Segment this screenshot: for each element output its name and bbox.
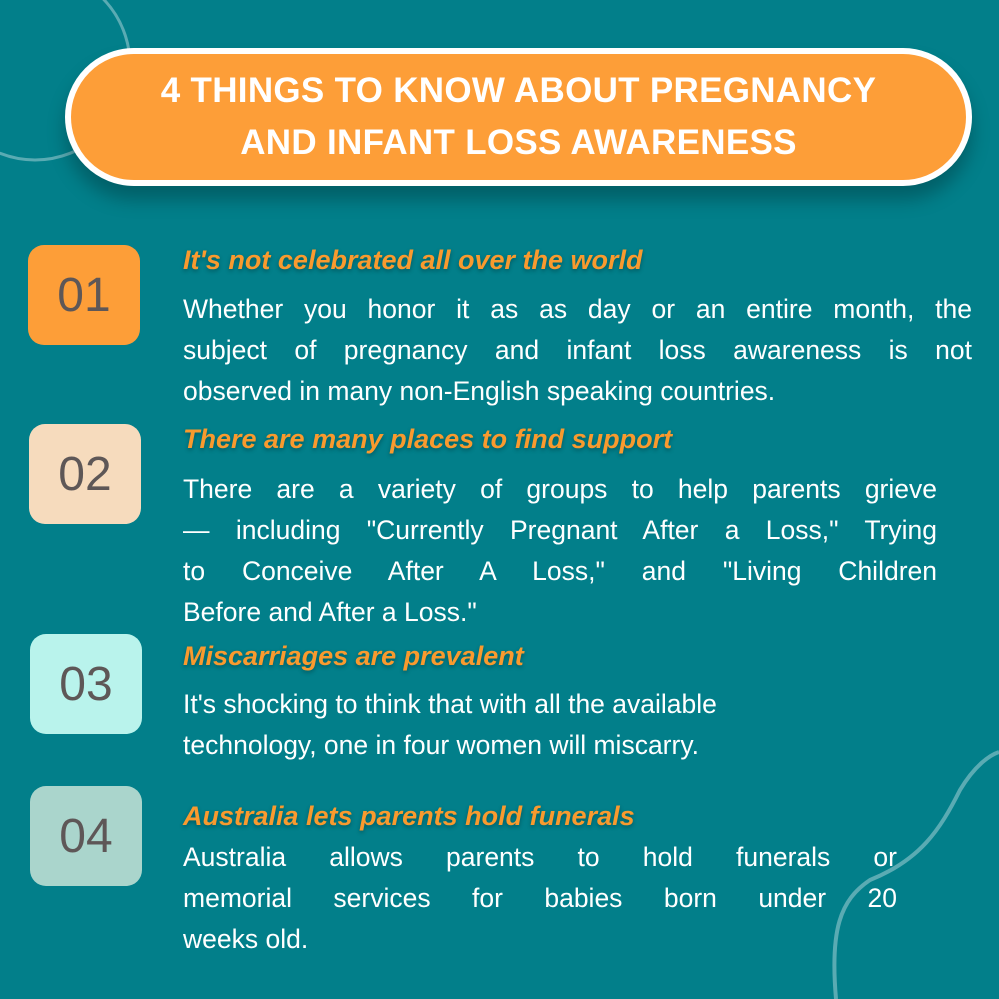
body-line: to Conceive After A Loss," and "Living Children bbox=[183, 556, 937, 586]
body-line: technology, one in four women will miscarry. bbox=[183, 730, 699, 760]
body-line: Australia allows parents to hold funerals or bbox=[183, 842, 897, 872]
body-line: subject of pregnancy and infant loss awareness is not bbox=[183, 335, 972, 365]
body-line: It's shocking to think that with all the available bbox=[183, 689, 717, 719]
item-heading-2: There are many places to find support bbox=[183, 424, 673, 454]
body-line: observed in many non-English speaking countries. bbox=[183, 376, 776, 406]
body-line: Before and After a Loss." bbox=[183, 597, 477, 627]
item-body-3 bbox=[183, 684, 883, 766]
item-heading-4: Australia lets parents hold funerals bbox=[183, 801, 635, 831]
title-line-1: 4 THINGS TO KNOW ABOUT PREGNANCY bbox=[160, 71, 877, 110]
body-line: memorial services for babies born under 20 bbox=[183, 883, 897, 913]
body-line: — including "Currently Pregnant After a Loss," Trying bbox=[183, 515, 937, 545]
number-badge-02: 02 bbox=[29, 424, 141, 524]
title-line-2: AND INFANT LOSS AWARENESS bbox=[240, 123, 797, 162]
body-line: There are a variety of groups to help parents grieve bbox=[183, 474, 937, 504]
item-body-2 bbox=[183, 469, 937, 633]
item-body-1 bbox=[183, 289, 972, 412]
number-badge-03: 03 bbox=[30, 634, 142, 734]
number-badge-01: 01 bbox=[28, 245, 140, 345]
number-badge-04: 04 bbox=[30, 786, 142, 886]
item-body-4 bbox=[183, 837, 897, 960]
title-banner bbox=[65, 48, 972, 186]
body-line: weeks old. bbox=[183, 924, 309, 954]
item-heading-1: It's not celebrated all over the world bbox=[183, 245, 643, 275]
body-line: Whether you honor it as as day or an entire month, the bbox=[183, 294, 972, 324]
item-heading-3: Miscarriages are prevalent bbox=[183, 641, 524, 671]
